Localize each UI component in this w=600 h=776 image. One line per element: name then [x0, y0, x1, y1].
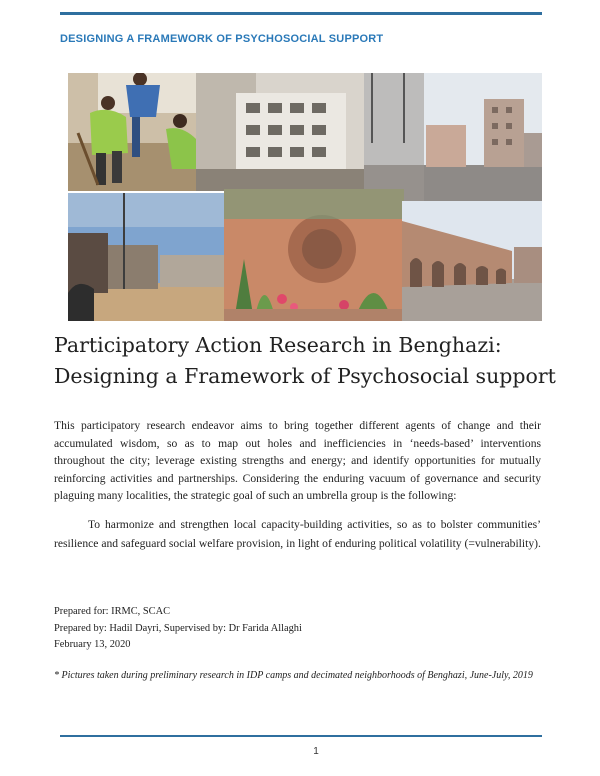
document-title	[54, 330, 554, 392]
photo-arcade-street	[402, 201, 542, 321]
title-line-2: Designing a Framework of Psychosocial support	[54, 364, 556, 388]
photo-collage	[68, 73, 542, 321]
page-number: 1	[313, 746, 319, 757]
photo-damaged-building	[196, 73, 366, 191]
photo-ruined-skyline	[364, 73, 542, 201]
photo-caption: * Pictures taken during preliminary research in IDP camps and decimated neighborhoods of Benghazi, June-July, 2019	[54, 670, 533, 681]
photo-idp-camp	[68, 193, 226, 321]
photo-workers-planting	[68, 73, 198, 191]
prepared-for: Prepared for: IRMC, SCAC	[54, 606, 171, 617]
top-rule	[60, 12, 542, 15]
prepared-by: Prepared by: Hadil Dayri, Supervised by: Dr Farida Allaghi	[54, 622, 302, 634]
document-date: February 13, 2020	[54, 639, 131, 650]
goal-statement: To harmonize and strengthen local capacity-building activities, so as to bolster communities’ resilience and safeguard social welfare provision, in light of enduring political volatility (=vulnerability).	[54, 518, 541, 550]
intro-paragraph: This participatory research endeavor aims to bring together different agents of change and their accumulated wisdom, so as to map out holes and inefficiencies in ‘needs-based’ interventions throughout the city; leverage existing strengths and energy; and identify opportunities for mutually reinforcing activities and partnerships. Considering the enduring vacuum of governance and security plaguing many localities, the strategic goal of such an umbrella group is the following:	[54, 419, 541, 503]
running-header: DESIGNING A FRAMEWORK OF PSYCHOSOCIAL SUPPORT	[60, 33, 384, 45]
bottom-rule	[60, 735, 542, 737]
photo-mural-plants	[224, 189, 404, 321]
prepared-info	[54, 604, 302, 654]
title-line-1: Participatory Action Research in Benghazi:	[54, 333, 502, 357]
